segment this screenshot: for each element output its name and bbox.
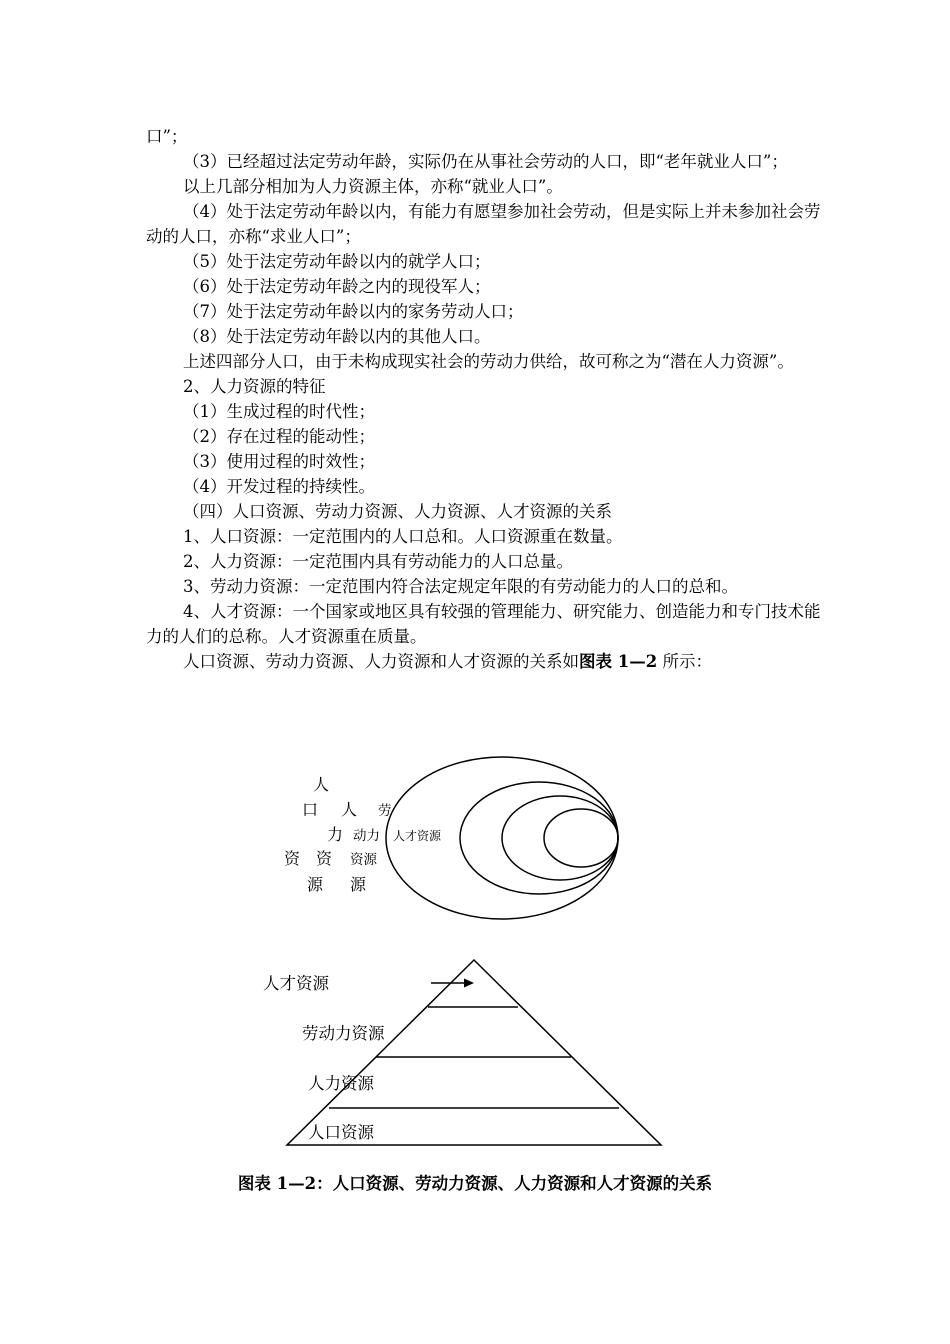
paragraph: 以上几部分相加为人力资源主体，亦称“就业人口”。	[183, 177, 563, 196]
ellipse-label-human-resources: 资	[316, 849, 333, 868]
pyramid-label-labor: 劳动力资源	[302, 1024, 385, 1043]
ellipse-label-population: 口	[302, 800, 319, 819]
paragraph: （3）已经超过法定劳动年龄，实际仍在从事社会劳动的人口，即“老年就业人口”；	[183, 152, 788, 171]
section-heading: （四）人口资源、劳动力资源、人力资源、人才资源的关系	[183, 502, 612, 521]
ellipse-label-population: 源	[307, 875, 324, 894]
paragraph: 口”；	[146, 127, 188, 146]
ellipse-label-labor: 资源	[350, 852, 377, 868]
paragraph: （1）生成过程的时代性；	[183, 402, 375, 421]
paragraph: （8）处于法定劳动年龄以内的其他人口。	[183, 327, 491, 346]
ellipse-label-labor: 劳	[378, 803, 392, 819]
figure-caption: 图表 1—2：人口资源、劳动力资源、人力资源和人才资源的关系	[237, 1174, 713, 1193]
ellipse-label-human-resources: 力	[327, 825, 344, 844]
paragraph-text: 所示：	[657, 652, 712, 671]
paragraph: （3）使用过程的时效性；	[183, 452, 375, 471]
ellipse-talent	[544, 809, 618, 867]
figure-reference: 图表 1—2	[579, 652, 658, 671]
pyramid-label-population: 人口资源	[308, 1123, 374, 1142]
paragraph: （6）处于法定劳动年龄之内的现役军人；	[183, 277, 491, 296]
ellipse-label-population: 人	[313, 775, 330, 794]
pyramid-label-talent: 人才资源	[263, 974, 329, 993]
section-heading: 2、人力资源的特征	[183, 377, 326, 396]
ellipse-label-talent: 人才资源	[393, 829, 442, 843]
paragraph: （4）开发过程的持续性。	[183, 477, 375, 496]
ellipse-label-labor: 动力	[353, 828, 380, 844]
pyramid-diagram	[287, 960, 661, 1145]
ellipse-labor	[502, 796, 618, 880]
paragraph: （5）处于法定劳动年龄以内的就学人口；	[183, 252, 491, 271]
paragraph: 2、人力资源：一定范围内具有劳动能力的人口总量。	[183, 552, 573, 571]
paragraph: （7）处于法定劳动年龄以内的家务劳动人口；	[183, 302, 524, 321]
paragraph: （2）存在过程的能动性；	[183, 427, 375, 446]
paragraph-text: 人口资源、劳动力资源、人力资源和人才资源的关系如	[183, 652, 579, 671]
pyramid-label-human-resources: 人力资源	[308, 1074, 374, 1093]
paragraph: 3、劳动力资源：一定范围内符合法定规定年限的有劳动能力的人口的总和。	[183, 577, 738, 596]
ellipse-label-human-resources: 源	[350, 875, 367, 894]
paragraph: 上述四部分人口，由于未构成现实社会的劳动力供给，故可称之为“潜在人力资源”。	[183, 352, 794, 371]
pyramid-outline	[287, 960, 661, 1145]
paragraph: （4）处于法定劳动年龄以内，有能力有愿望参加社会劳动，但是实际上并未参加社会劳动的人口，亦称“求业人口”；	[146, 202, 821, 246]
ellipse-label-population: 资	[284, 849, 301, 868]
paragraph: 1、人口资源：一定范围内的人口总和。人口资源重在数量。	[183, 527, 623, 546]
paragraph: 4、人才资源：一个国家或地区具有较强的管理能力、研究能力、创造能力和专门技术能力的人们的总称。人才资源重在质量。	[146, 602, 821, 646]
arrow-head-icon	[464, 979, 474, 988]
ellipse-label-human-resources: 人	[341, 800, 358, 819]
